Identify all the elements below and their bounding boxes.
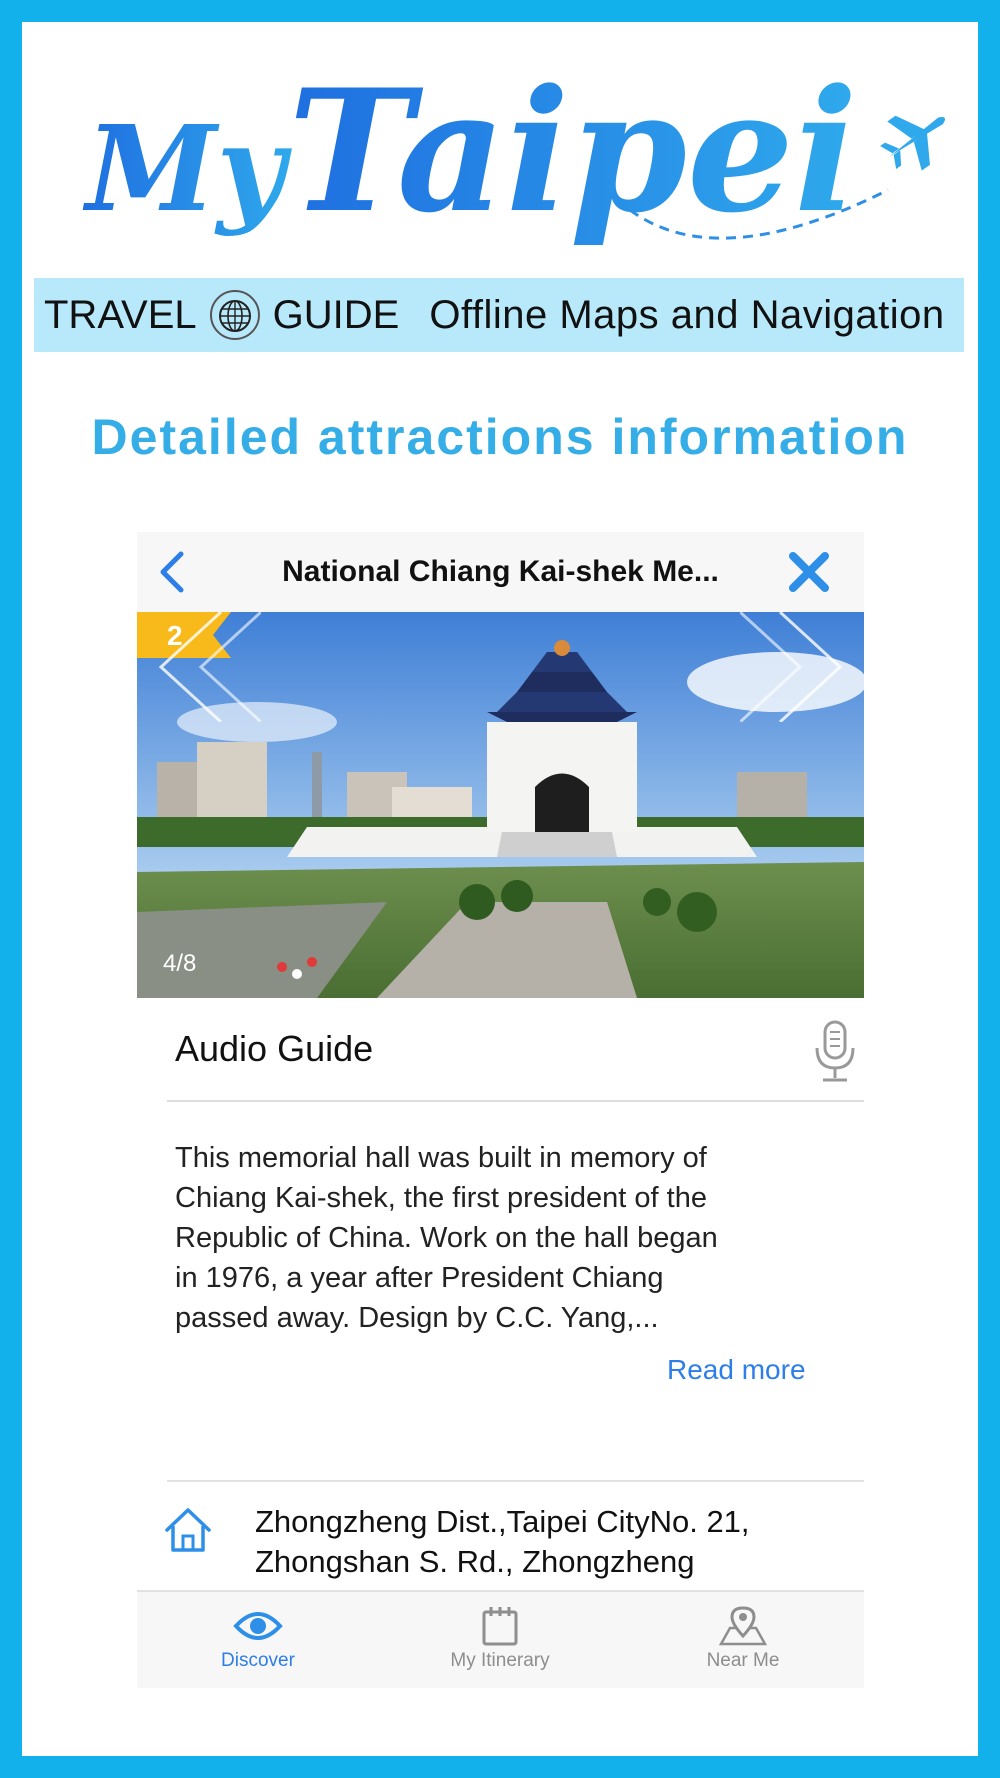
description-line: in 1976, a year after President Chiang	[175, 1262, 664, 1294]
map-pin-icon	[718, 1606, 768, 1646]
nav-bar	[137, 532, 864, 612]
banner-tagline: Offline Maps and Navigation	[429, 292, 945, 337]
tab-my-itinerary-label: My Itinerary	[450, 1650, 550, 1671]
airplane-icon	[871, 93, 958, 182]
attraction-photo[interactable]	[137, 612, 864, 998]
tab-discover[interactable]	[137, 1592, 379, 1688]
logo-my-text: My	[86, 99, 286, 238]
description-line: Republic of China. Work on the hall began	[175, 1222, 718, 1254]
back-chevron-icon[interactable]	[155, 550, 191, 594]
audio-guide-label: Audio Guide	[175, 1028, 374, 1069]
description-line: passed away. Design by C.C. Yang,...	[175, 1302, 659, 1334]
section-divider	[167, 1480, 864, 1482]
description-line: Chiang Kai-shek, the first president of the	[175, 1182, 707, 1214]
banner-travel-text: TRAVEL	[44, 292, 197, 337]
logo-taipei-text: Taipei	[288, 52, 858, 250]
page-headline: Detailed attractions information	[91, 409, 909, 465]
home-icon	[163, 1506, 213, 1554]
app-screen	[137, 532, 864, 1688]
attraction-description	[175, 1138, 815, 1338]
my-taipei-logo	[78, 40, 958, 270]
next-photo-arrow-icon[interactable]	[740, 612, 850, 722]
nav-title: National Chiang Kai-shek Me...	[282, 555, 719, 588]
tab-my-itinerary[interactable]	[379, 1592, 621, 1688]
audio-guide-row[interactable]	[167, 998, 864, 1102]
photo-counter: 4/8	[163, 950, 197, 977]
tab-bar	[137, 1590, 864, 1688]
tab-discover-label: Discover	[221, 1650, 295, 1671]
tab-near-me[interactable]	[622, 1592, 864, 1688]
banner-guide-text: GUIDE	[272, 292, 400, 337]
tab-near-me-label: Near Me	[706, 1650, 780, 1671]
ranking-badge-number: 2	[167, 620, 183, 651]
address-line: Zhongzheng Dist.,Taipei CityNo. 21,	[255, 1504, 750, 1539]
travel-guide-banner	[34, 278, 964, 352]
address-line: Zhongshan S. Rd., Zhongzheng	[255, 1544, 695, 1579]
notebook-icon	[475, 1606, 525, 1646]
globe-icon	[209, 289, 261, 341]
microphone-icon[interactable]	[813, 1020, 857, 1084]
read-more-link[interactable]: Read more	[667, 1354, 806, 1385]
eye-icon	[233, 1606, 283, 1646]
description-line: This memorial hall was built in memory of	[175, 1142, 707, 1174]
close-icon[interactable]	[787, 550, 831, 594]
previous-photo-arrow-icon[interactable]	[151, 612, 261, 722]
